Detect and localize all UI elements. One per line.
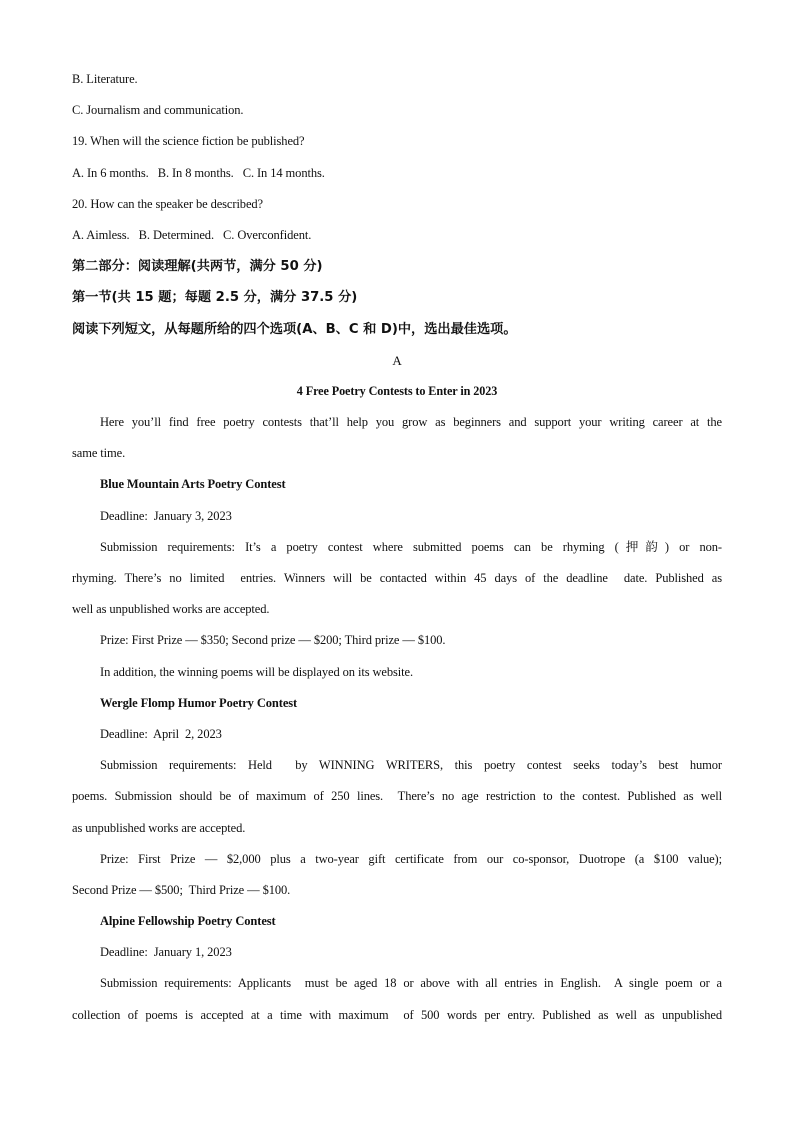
contest-1-additional: In addition, the winning poems will be displayed on its website. [100,664,414,679]
contest-1-requirements-line-3: well as unpublished works are accepted. [72,602,270,617]
contest-1-requirements-line-1: Submission requirements: It’s a poetry contest where submitted poems can be rhyming (押韵) or non- [100,539,722,554]
reading-instructions: 阅读下列短文，从每题所给的四个选项(A、B、C 和 D)中，选出最佳选项。 [72,321,517,337]
intro-paragraph-line-1: Here you’ll find free poetry contests that’ll help you grow as beginners and support your writing career at the [100,415,722,430]
question-19: 19. When will the science fiction be published? [72,134,305,149]
contest-2-requirements-line-2: poems. Submission should be of maximum of 250 lines. There’s no age restriction to the contest. Published as well [72,789,722,804]
contest-2-prize-line-1: Prize: First Prize — $2,000 plus a two-year gift certificate from our co-sponsor, Duotrope (a $100 value); [100,851,722,866]
contest-2-title: Wergle Flomp Humor Poetry Contest [100,695,298,710]
contest-1-deadline: Deadline: January 3, 2023 [100,508,232,523]
passage-title: 4 Free Poetry Contests to Enter in 2023 [296,383,498,398]
contest-3-requirements-line-1: Submission requirements: Applicants must be aged 18 or above with all entries in English. A single poem or a [100,976,722,991]
contest-3-deadline: Deadline: January 1, 2023 [100,945,232,960]
contest-2-requirements-line-3: as unpublished works are accepted. [72,820,246,835]
contest-1-requirements-line-2: rhyming. There’s no limited entries. Winners will be contacted within 45 days of the deadline date. Published as [72,571,722,585]
document-page [72,64,722,1031]
option-c-journalism: C. Journalism and communication. [72,103,244,118]
intro-paragraph-line-2: same time. [72,446,126,461]
contest-3-title: Alpine Fellowship Poetry Contest [100,914,276,929]
question-19-options: A. In 6 months. B. In 8 months. C. In 14 months. [72,165,325,180]
contest-2-requirements-line-1: Submission requirements: Held by WINNING WRITERS, this poetry contest seeks today’s best humor [100,758,722,773]
contest-3-requirements-line-2: collection of poems is accepted at a time with maximum of 500 words per entry. Published as well as unpublished [72,1007,722,1022]
question-20: 20. How can the speaker be described? [72,196,264,211]
contest-1-title: Blue Mountain Arts Poetry Contest [100,477,286,492]
question-20-options: A. Aimless. B. Determined. C. Overconfident. [72,227,312,242]
contest-2-deadline: Deadline: April 2, 2023 [100,726,222,741]
option-b-literature: B. Literature. [72,72,138,86]
section-one-heading: 第一节(共 15 题；每题 2.5 分，满分 37.5 分) [72,290,358,306]
contest-1-prize: Prize: First Prize — $350; Second prize — $200; Third prize — $100. [100,633,446,648]
section-part-two-heading: 第二部分：阅读理解(共两节，满分 50 分) [72,259,323,275]
contest-2-prize-line-2: Second Prize — $500; Third Prize — $100. [72,882,291,897]
passage-label: A [392,352,402,368]
